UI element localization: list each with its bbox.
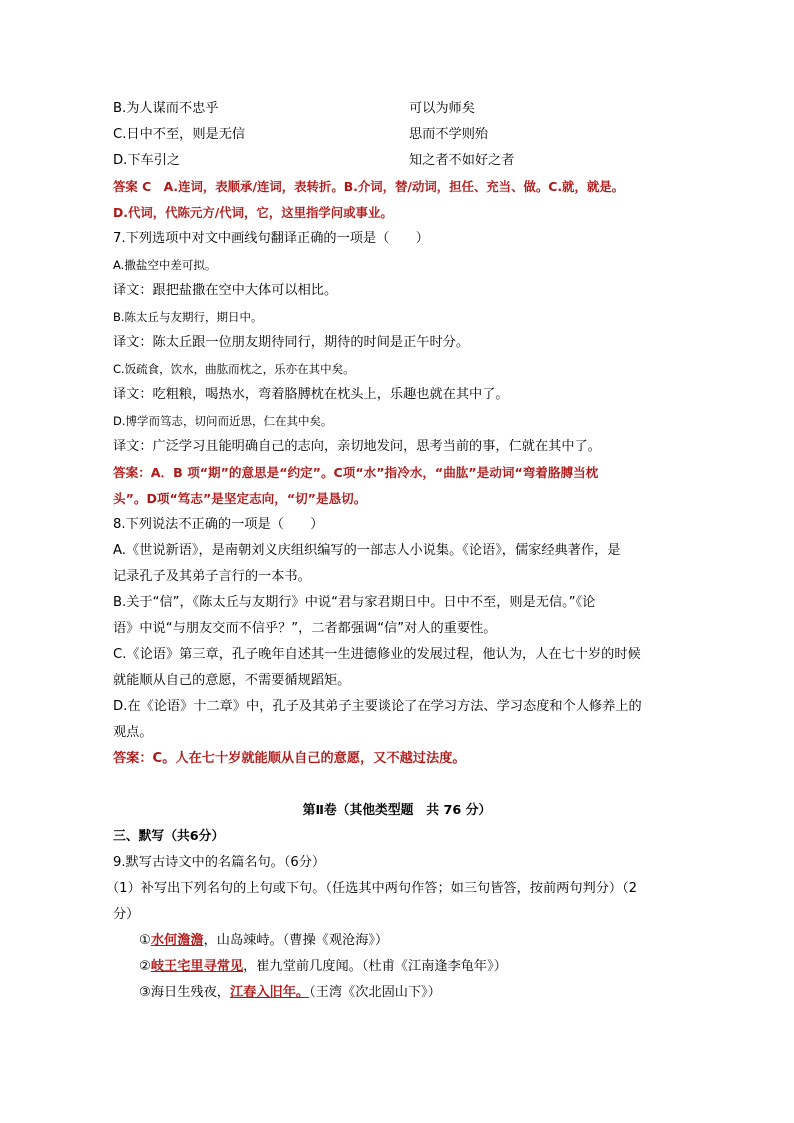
item-number: ③ xyxy=(139,985,151,1000)
q8-line: 记录孔子及其弟子言行的一本书。 xyxy=(113,569,311,584)
q6-option-d-left: D.下车引之 xyxy=(113,153,181,168)
item-rest: ，山岛竦峙。（曹操《观沧海》） xyxy=(203,933,389,948)
q8-line: D.在《论语》十二章》中，孔子及其弟子主要谈论了在学习方法、学习态度和个人修养上的 xyxy=(113,699,642,714)
q7-source-d: D.博学而笃志，切问而近思，仁在其中矣。 xyxy=(113,414,333,428)
q6-answer-line1: 答案 C A.连词，表顺承/连词，表转折。B.介词，替/动词，担任、充当、做。C.就，就是。 xyxy=(113,179,624,194)
q7-translation-d: 译文：广泛学习且能明确自己的志向，亲切地发问，思考当前的事，仁就在其中了。 xyxy=(113,439,601,454)
q7-source-b: B.陈太丘与友期行，期日中。 xyxy=(113,310,263,324)
item-rest: （王湾《次北固山下》） xyxy=(309,985,441,1000)
q9-sub-line1: （1）补写出下列名句的上句或下句。（任选其中两句作答；如三句皆答，按前两句判分）（2 xyxy=(106,881,638,896)
item-number: ① xyxy=(139,933,151,948)
answer-fill: 江春入旧年。 xyxy=(229,985,310,1000)
q7-translation-b: 译文：陈太丘跟一位朋友期待同行，期待的时间是正午时分。 xyxy=(113,335,470,350)
q9-stem: 9.默写古诗文中的名篇名句。（6分） xyxy=(113,855,326,870)
q6-option-d-right: 知之者不如好之者 xyxy=(409,153,515,168)
q6-answer-line2: D.代词，代陈元方/代词，它，这里指学问或事业。 xyxy=(113,205,393,220)
q9-item-1 xyxy=(139,931,714,951)
answer-fill: 岐王宅里寻常见 xyxy=(150,959,244,974)
q7-source-c: C.饭疏食，饮水，曲肱而枕之，乐亦在其中矣。 xyxy=(113,362,355,376)
q8-line: B.关于“信”，《陈太丘与友期行》中说“君与家君期日中。日中不至，则是无信。”《论 xyxy=(113,595,596,610)
q6-option-b-right: 可以为师矣 xyxy=(409,101,475,116)
q8-stem: 8.下列说法不正确的一项是（ ） xyxy=(113,517,324,532)
q6-option-c xyxy=(113,125,688,145)
q7-translation-a: 译文：跟把盐撒在空中大体可以相比。 xyxy=(113,283,338,298)
item-rest: ，崔九堂前几度闻。（杜甫《江南逢李龟年》） xyxy=(243,959,507,974)
item-pre: 海日生残夜， xyxy=(150,985,230,1000)
q6-option-c-right: 思而不学则殆 xyxy=(409,127,489,142)
section-heading: 三、默写（共6分） xyxy=(113,829,225,844)
q6-option-d xyxy=(113,151,688,171)
q8-line: 就能顺从自己的意愿，不需要循规蹈矩。 xyxy=(113,673,351,688)
q7-translation-c: 译文：吃粗粮，喝热水，弯着胳膊枕在枕头上，乐趣也就在其中了。 xyxy=(113,387,509,402)
part2-title: 第Ⅱ卷（其他类型题 共 76 分） xyxy=(302,803,492,818)
q7-answer-line2: 头”。D项“笃志”是坚定志向，“切”是恳切。 xyxy=(113,491,367,506)
q9-item-3 xyxy=(139,983,714,1003)
q7-stem: 7.下列选项中对文中画线句翻译正确的一项是（ ） xyxy=(113,231,429,246)
q8-line: A.《世说新语》，是南朝刘义庆组织编写的一部志人小说集。《论语》，儒家经典著作，是 xyxy=(113,543,621,558)
q8-line: 语》中说“与朋友交而不信乎？”，二者都强调“信”对人的重要性。 xyxy=(113,621,497,636)
answer-fill: 水何澹澹 xyxy=(150,933,204,948)
q6-option-b-left: B.为人谋而不忠乎 xyxy=(113,101,219,116)
q7-answer-line1: 答案：A．B 项“期”的意思是“约定”。C项“水”指冷水，“曲肱”是动词“弯着胳膊当枕 xyxy=(113,465,599,480)
q6-option-b xyxy=(113,99,688,119)
q8-line: C.《论语》第三章，孔子晚年自述其一生进德修业的发展过程，他认为，人在七十岁的时候 xyxy=(113,647,641,662)
q7-source-a: A.撒盐空中差可拟。 xyxy=(113,258,217,272)
q8-line: 观点。 xyxy=(113,725,153,740)
q6-option-c-left: C.日中不至，则是无信 xyxy=(113,127,246,142)
q9-item-2 xyxy=(139,957,714,977)
q8-answer: 答案：C。人在七十岁就能顺从自己的意愿，又不越过法度。 xyxy=(113,751,466,766)
q9-sub-line2: 分） xyxy=(113,907,140,922)
item-number: ② xyxy=(139,959,151,974)
